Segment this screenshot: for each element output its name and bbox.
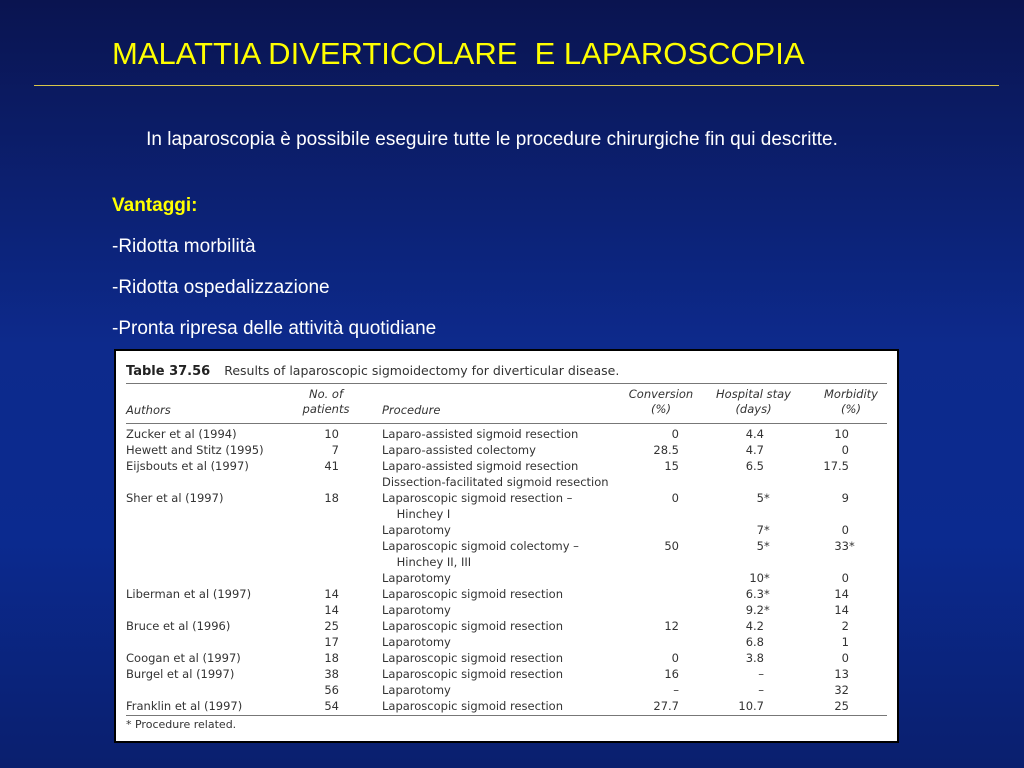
cell-hospital-stay	[720, 459, 770, 473]
cell-morbidity	[820, 443, 855, 457]
cell-author: Liberman et al (1997)	[126, 587, 252, 601]
cell-conversion: 0	[671, 491, 679, 505]
header-stay-line1: Hospital stay	[716, 387, 791, 401]
cell-stay-mark: *	[764, 603, 770, 617]
cell-conversion: 12	[664, 619, 679, 633]
cell-procedure: Laparoscopic sigmoid colectomy –	[382, 539, 579, 553]
cell-author: Zucker et al (1994)	[126, 427, 237, 441]
cell-author: Bruce et al (1996)	[126, 619, 231, 633]
cell-patients: 14	[324, 587, 339, 601]
cell-author: Burgel et al (1997)	[126, 667, 235, 681]
cell-morbidity	[820, 651, 855, 665]
cell-author: Hewett and Stitz (1995)	[126, 443, 264, 457]
cell-conversion: –	[673, 683, 679, 697]
advantage-item: -Ridotta morbilità	[112, 236, 256, 257]
cell-procedure: Laparo-assisted sigmoid resection	[382, 427, 579, 441]
header-morbidity-line2: (%)	[841, 402, 861, 416]
cell-stay-value: –	[758, 683, 764, 697]
cell-procedure: Laparotomy	[382, 603, 451, 617]
table-rule-bottom	[126, 715, 887, 716]
cell-hospital-stay	[720, 619, 770, 633]
cell-patients: 41	[324, 459, 339, 473]
cell-morbidity-value: 14	[834, 587, 849, 601]
cell-stay-value: 6.5	[745, 459, 764, 473]
table-row	[116, 619, 901, 635]
results-table	[114, 349, 899, 743]
cell-patients: 17	[324, 635, 339, 649]
header-patients-line1: No. of	[308, 387, 344, 401]
title-divider	[34, 85, 999, 86]
cell-morbidity	[820, 427, 855, 441]
cell-procedure: Laparoscopic sigmoid resection –	[382, 491, 573, 505]
header-patients-line2: patients	[302, 402, 350, 416]
table-caption-text: Results of laparoscopic sigmoidectomy for diverticular disease.	[224, 363, 620, 378]
header-hospital-stay	[706, 387, 801, 417]
cell-procedure: Dissection-facilitated sigmoid resection	[382, 475, 609, 489]
header-stay-line2: (days)	[735, 402, 772, 416]
cell-stay-value: 4.2	[745, 619, 764, 633]
cell-patients: 54	[324, 699, 339, 713]
cell-morbidity-value: 25	[834, 699, 849, 713]
table-row	[116, 555, 901, 571]
cell-procedure: Laparotomy	[382, 523, 451, 537]
cell-morbidity	[820, 459, 855, 473]
advantage-item: -Ridotta ospedalizzazione	[112, 277, 330, 298]
cell-stay-value: –	[758, 667, 764, 681]
table-row	[116, 539, 901, 555]
cell-stay-value: 6.3	[745, 587, 764, 601]
advantage-item: -Pronta ripresa delle attività quotidiane	[112, 318, 437, 339]
table-row	[116, 571, 901, 587]
cell-morbidity	[820, 699, 855, 713]
cell-stay-value: 9.2	[745, 603, 764, 617]
table-row	[116, 635, 901, 651]
cell-morbidity	[820, 539, 855, 553]
cell-morbidity	[820, 555, 855, 569]
cell-morbidity-value: 10	[834, 427, 849, 441]
cell-morbidity-value: 14	[834, 603, 849, 617]
table-rule-header	[126, 423, 887, 424]
cell-author: Sher et al (1997)	[126, 491, 224, 505]
cell-author: Eijsbouts et al (1997)	[126, 459, 249, 473]
cell-morbidity-value: 17.5	[823, 459, 849, 473]
cell-morbidity	[820, 571, 855, 585]
header-procedure: Procedure	[382, 403, 441, 417]
cell-morbidity	[820, 683, 855, 697]
cell-morbidity	[820, 475, 855, 489]
cell-hospital-stay	[720, 555, 770, 569]
cell-hospital-stay	[720, 507, 770, 521]
cell-stay-mark: *	[764, 523, 770, 537]
cell-procedure: Laparotomy	[382, 635, 451, 649]
cell-conversion: 50	[664, 539, 679, 553]
cell-morbidity	[820, 635, 855, 649]
cell-conversion: 15	[664, 459, 679, 473]
cell-procedure: Laparo-assisted sigmoid resection	[382, 459, 579, 473]
cell-stay-value: 10.7	[738, 699, 764, 713]
cell-hospital-stay	[720, 667, 770, 681]
table-row	[116, 699, 901, 715]
cell-stay-mark: *	[764, 587, 770, 601]
cell-stay-value: 10	[749, 571, 764, 585]
table-row	[116, 507, 901, 523]
header-conversion-line1: Conversion	[628, 387, 694, 401]
cell-procedure: Laparotomy	[382, 683, 451, 697]
cell-morbidity	[820, 523, 855, 537]
cell-stay-value: 4.7	[745, 443, 764, 457]
cell-conversion: 27.7	[653, 699, 679, 713]
table-row	[116, 427, 901, 443]
cell-author: Franklin et al (1997)	[126, 699, 243, 713]
cell-morbidity-value: 0	[841, 523, 849, 537]
cell-procedure: Hinchey II, III	[382, 555, 472, 569]
table-row	[116, 475, 901, 491]
cell-stay-mark: *	[764, 539, 770, 553]
cell-stay-value: 5	[756, 539, 764, 553]
cell-hospital-stay	[720, 427, 770, 441]
table-row	[116, 443, 901, 459]
table-rule-top	[126, 383, 887, 384]
cell-patients: 38	[324, 667, 339, 681]
cell-morbidity-value: 33	[834, 539, 849, 553]
cell-patients: 18	[324, 491, 339, 505]
cell-patients: 18	[324, 651, 339, 665]
cell-stay-mark: *	[764, 491, 770, 505]
cell-procedure: Laparoscopic sigmoid resection	[382, 699, 563, 713]
cell-stay-value: 3.8	[745, 651, 764, 665]
cell-procedure: Laparoscopic sigmoid resection	[382, 619, 563, 633]
cell-stay-value: 6.8	[745, 635, 764, 649]
header-authors: Authors	[126, 403, 171, 417]
cell-stay-mark: *	[764, 571, 770, 585]
table-row	[116, 651, 901, 667]
cell-hospital-stay	[720, 443, 770, 457]
cell-hospital-stay	[720, 683, 770, 697]
cell-patients: 56	[324, 683, 339, 697]
table-row	[116, 587, 901, 603]
cell-patients: 14	[324, 603, 339, 617]
cell-stay-value: 4.4	[745, 427, 764, 441]
cell-morbidity	[820, 603, 855, 617]
table-row	[116, 683, 901, 699]
cell-patients: 7	[331, 443, 339, 457]
cell-morbidity	[820, 491, 855, 505]
cell-morbidity	[820, 507, 855, 521]
cell-morbidity	[820, 619, 855, 633]
cell-morbidity-value: 0	[841, 571, 849, 585]
table-number: Table 37.56	[126, 364, 211, 379]
cell-conversion: 16	[664, 667, 679, 681]
cell-patients: 25	[324, 619, 339, 633]
cell-stay-value: 5	[756, 491, 764, 505]
advantages-heading: Vantaggi:	[112, 195, 198, 216]
cell-hospital-stay	[720, 491, 770, 505]
slide-title: MALATTIA DIVERTICOLARE E LAPAROSCOPIA	[112, 36, 805, 71]
cell-procedure: Laparotomy	[382, 571, 451, 585]
cell-morbidity-value: 9	[841, 491, 849, 505]
cell-morbidity-value: 13	[834, 667, 849, 681]
cell-author: Coogan et al (1997)	[126, 651, 241, 665]
cell-stay-value: 7	[756, 523, 764, 537]
header-morbidity	[811, 387, 891, 417]
cell-conversion: 28.5	[653, 443, 679, 457]
table-row	[116, 523, 901, 539]
cell-patients: 10	[324, 427, 339, 441]
cell-procedure: Laparo-assisted colectomy	[382, 443, 536, 457]
header-patients	[296, 387, 356, 417]
cell-morbidity	[820, 667, 855, 681]
table-row	[116, 491, 901, 507]
cell-conversion: 0	[671, 651, 679, 665]
cell-procedure: Laparoscopic sigmoid resection	[382, 587, 563, 601]
cell-morbidity	[820, 587, 855, 601]
header-morbidity-line1: Morbidity	[824, 387, 878, 401]
cell-hospital-stay	[720, 635, 770, 649]
cell-procedure: Laparoscopic sigmoid resection	[382, 651, 563, 665]
cell-morbidity-value: 32	[834, 683, 849, 697]
cell-morbidity-value: 2	[841, 619, 849, 633]
table-footnote: * Procedure related.	[126, 718, 237, 731]
header-conversion	[616, 387, 706, 417]
intro-text: In laparoscopia è possibile eseguire tutte le procedure chirurgiche fin qui descritte.	[146, 129, 838, 150]
cell-hospital-stay	[720, 475, 770, 489]
table-row	[116, 459, 901, 475]
cell-hospital-stay	[720, 571, 770, 585]
cell-hospital-stay	[720, 651, 770, 665]
header-conversion-line2: (%)	[651, 402, 671, 416]
cell-conversion: 0	[671, 427, 679, 441]
cell-morbidity-value: 0	[841, 651, 849, 665]
cell-hospital-stay	[720, 539, 770, 553]
cell-hospital-stay	[720, 603, 770, 617]
cell-procedure: Laparoscopic sigmoid resection	[382, 667, 563, 681]
cell-morbidity-value: 0	[841, 443, 849, 457]
cell-morbidity-mark: *	[849, 539, 855, 553]
cell-hospital-stay	[720, 587, 770, 601]
table-row	[116, 667, 901, 683]
cell-morbidity-value: 1	[841, 635, 849, 649]
table-caption	[126, 363, 619, 379]
cell-hospital-stay	[720, 699, 770, 713]
table-row	[116, 603, 901, 619]
cell-hospital-stay	[720, 523, 770, 537]
cell-procedure: Hinchey I	[382, 507, 451, 521]
